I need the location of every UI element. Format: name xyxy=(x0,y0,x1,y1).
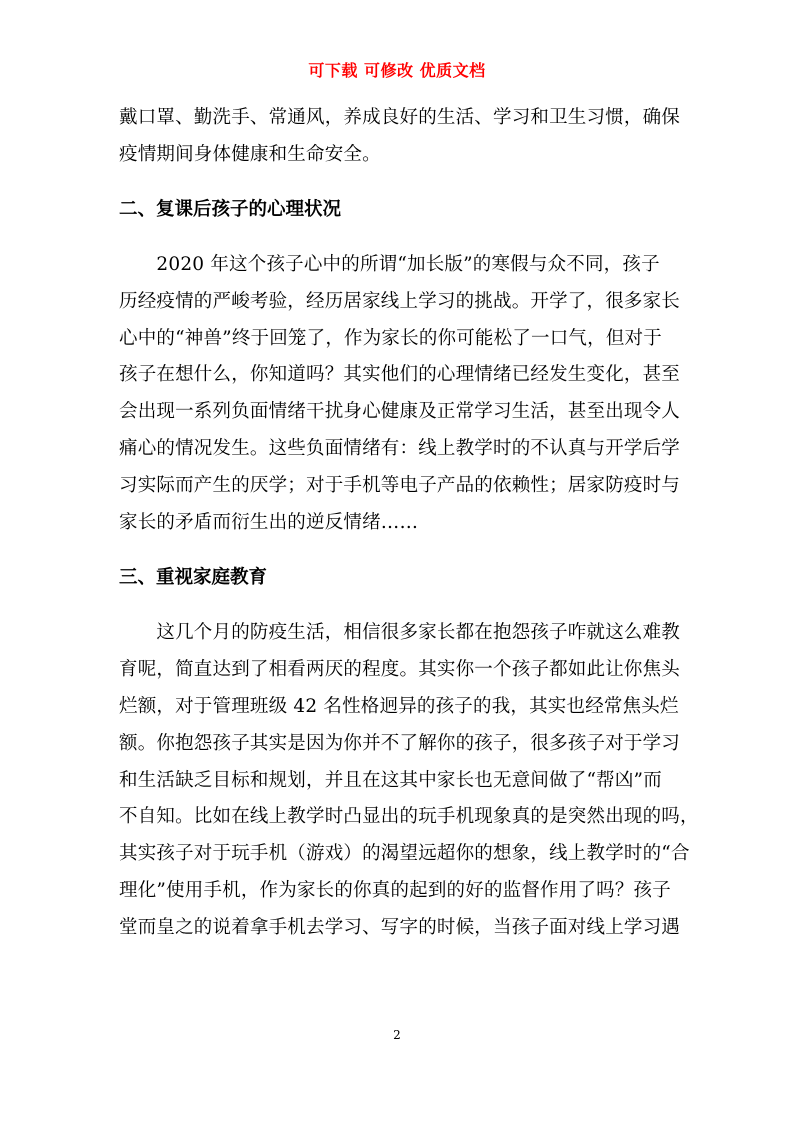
paragraph-line: 烂额，对于管理班级 42 名性格迥异的孩子的我，其实也经常焦头烂 xyxy=(119,695,679,717)
section-heading-psychology: 二、复课后孩子的心理状况 xyxy=(119,198,342,220)
family-education-paragraph xyxy=(119,615,699,947)
psychology-paragraph xyxy=(119,247,681,542)
paragraph-line: 和生活缺乏目标和规划，并且在这其中家长也无意间做了“帮凶”而 xyxy=(119,769,662,791)
paragraph-line: 不自知。比如在线上教学时凸显出的玩手机现象真的是突然出现的吗， xyxy=(119,806,699,828)
paragraph-line: 其实孩子对于玩手机（游戏）的渴望远超你的想象，线上教学时的“合 xyxy=(119,843,690,865)
paragraph-line: 这几个月的防疫生活，相信很多家长都在抱怨孩子咋就这么难教 xyxy=(119,621,681,643)
paragraph-line: 心中的“神兽”终于回笼了，作为家长的你可能松了一口气，但对于 xyxy=(119,327,662,349)
section-heading-family-education: 三、重视家庭教育 xyxy=(119,566,268,588)
paragraph-line: 堂而皇之的说着拿手机去学习、写字的时候，当孩子面对线上学习遇 xyxy=(119,917,681,939)
paragraph-line: 育呢，简直达到了相看两厌的程度。其实你一个孩子都如此让你焦头 xyxy=(119,658,681,680)
spacer xyxy=(119,174,675,192)
paragraph-line: 家长的矛盾而衍生出的逆反情绪…… xyxy=(119,512,419,534)
paragraph-line: 2020 年这个孩子心中的所谓“加长版”的寒假与众不同，孩子 xyxy=(119,253,660,275)
paragraph-line: 孩子在想什么，你知道吗？其实他们的心理情绪已经发生变化，甚至 xyxy=(119,364,681,386)
spacer xyxy=(119,597,675,615)
spacer xyxy=(119,229,675,247)
paragraph-line: 理化”使用手机，作为家长的你真的起到的好的监督作用了吗？孩子 xyxy=(119,880,671,902)
paragraph-line: 历经疫情的严峻考验，经历居家线上学习的挑战。开学了，很多家长 xyxy=(119,290,681,312)
page-number: 2 xyxy=(393,1028,401,1042)
document-header: 可下载 可修改 优质文档 xyxy=(308,61,486,80)
paragraph-line: 额。你抱怨孩子其实是因为你并不了解你的孩子，很多孩子对于学习 xyxy=(119,732,681,754)
document-body xyxy=(119,100,699,947)
paragraph-line: 戴口罩、勤洗手、常通风，养成良好的生活、学习和卫生习惯，确保 xyxy=(119,107,681,128)
paragraph-line: 痛心的情况发生。这些负面情绪有：线上教学时的不认真与开学后学 xyxy=(119,438,681,460)
spacer xyxy=(119,542,675,560)
intro-paragraph xyxy=(119,100,681,174)
paragraph-line: 习实际而产生的厌学；对于手机等电子产品的依赖性；居家防疫时与 xyxy=(119,475,681,497)
paragraph-line: 会出现一系列负面情绪干扰身心健康及正常学习生活，甚至出现令人 xyxy=(119,401,681,423)
paragraph-line: 疫情期间身体健康和生命安全。 xyxy=(119,143,381,165)
